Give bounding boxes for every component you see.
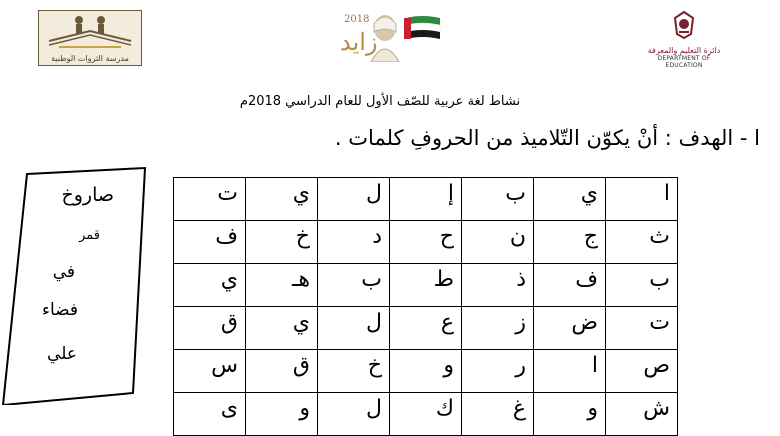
department-name-arabic: دائرة التعليم والمعرفة: [647, 46, 721, 55]
grid-row: [174, 264, 678, 307]
grid-cell: ن: [462, 221, 534, 264]
word-5: علي: [47, 344, 77, 364]
grid-cell: ى: [174, 393, 246, 436]
grid-cell: ق: [246, 350, 318, 393]
year-of-zayed-logo: [340, 8, 445, 70]
zayed-wordmark: زايد: [340, 28, 378, 56]
grid-cell: س: [174, 350, 246, 393]
grid-cell: د: [318, 221, 390, 264]
grid-cell: ب: [318, 264, 390, 307]
grid-cell: ح: [390, 221, 462, 264]
grid-cell: ل: [318, 393, 390, 436]
grid-row: [174, 178, 678, 221]
grid-cell: ش: [606, 393, 678, 436]
grid-cell: خ: [318, 350, 390, 393]
grid-cell: ل: [318, 178, 390, 221]
grid-cell: ل: [318, 307, 390, 350]
grid-cell: خ: [246, 221, 318, 264]
grid-cell: ف: [534, 264, 606, 307]
grid-cell: ا: [606, 178, 678, 221]
grid-cell: ك: [390, 393, 462, 436]
school-logo: [38, 10, 142, 66]
grid-cell: ت: [174, 178, 246, 221]
school-logo-caption: مدرسة الثروات الوطنية: [51, 54, 129, 63]
grid-cell: ط: [390, 264, 462, 307]
grid-cell: ي: [246, 307, 318, 350]
falcon-emblem-icon: [671, 10, 697, 40]
grid-row: [174, 221, 678, 264]
grid-cell: ز: [462, 307, 534, 350]
grid-cell: و: [534, 393, 606, 436]
word-4: فضاء: [41, 300, 78, 320]
grid-cell: ر: [462, 350, 534, 393]
word-3: في: [52, 262, 75, 282]
grid-cell: و: [246, 393, 318, 436]
lesson-goal: ا - الهدف : أنْ يكوّن التّلاميذ من الحروفِ كلمات .: [334, 126, 760, 150]
grid-cell: ث: [606, 221, 678, 264]
letter-grid: [173, 177, 678, 436]
grid-cell: ص: [606, 350, 678, 393]
grid-cell: غ: [462, 393, 534, 436]
department-logo: [640, 10, 728, 70]
grid-cell: ض: [534, 307, 606, 350]
grid-cell: ب: [606, 264, 678, 307]
department-name-english: DEPARTMENT OF EDUCATION: [657, 55, 711, 69]
grid-cell: ا: [534, 350, 606, 393]
school-emblem-icon: [39, 11, 141, 53]
grid-cell: ي: [174, 264, 246, 307]
grid-row: [174, 350, 678, 393]
grid-cell: ف: [174, 221, 246, 264]
grid-cell: ق: [174, 307, 246, 350]
grid-cell: ي: [534, 178, 606, 221]
word-1: صاروخ: [61, 184, 114, 206]
year-label: 2018: [344, 14, 370, 25]
grid-cell: ع: [390, 307, 462, 350]
activity-title: نشاط لغة عربية للصّف الأول للعام الدراسي 2018م: [239, 94, 521, 109]
grid-cell: ب: [462, 178, 534, 221]
grid-cell: هـ: [246, 264, 318, 307]
grid-cell: و: [390, 350, 462, 393]
grid-cell: ذ: [462, 264, 534, 307]
grid-cell: إ: [390, 178, 462, 221]
grid-cell: ج: [534, 221, 606, 264]
word-2: قمر: [79, 228, 100, 243]
grid-cell: ي: [246, 178, 318, 221]
grid-row: [174, 307, 678, 350]
uae-flag-icon: [402, 14, 442, 44]
grid-row: [174, 393, 678, 436]
grid-cell: ت: [606, 307, 678, 350]
